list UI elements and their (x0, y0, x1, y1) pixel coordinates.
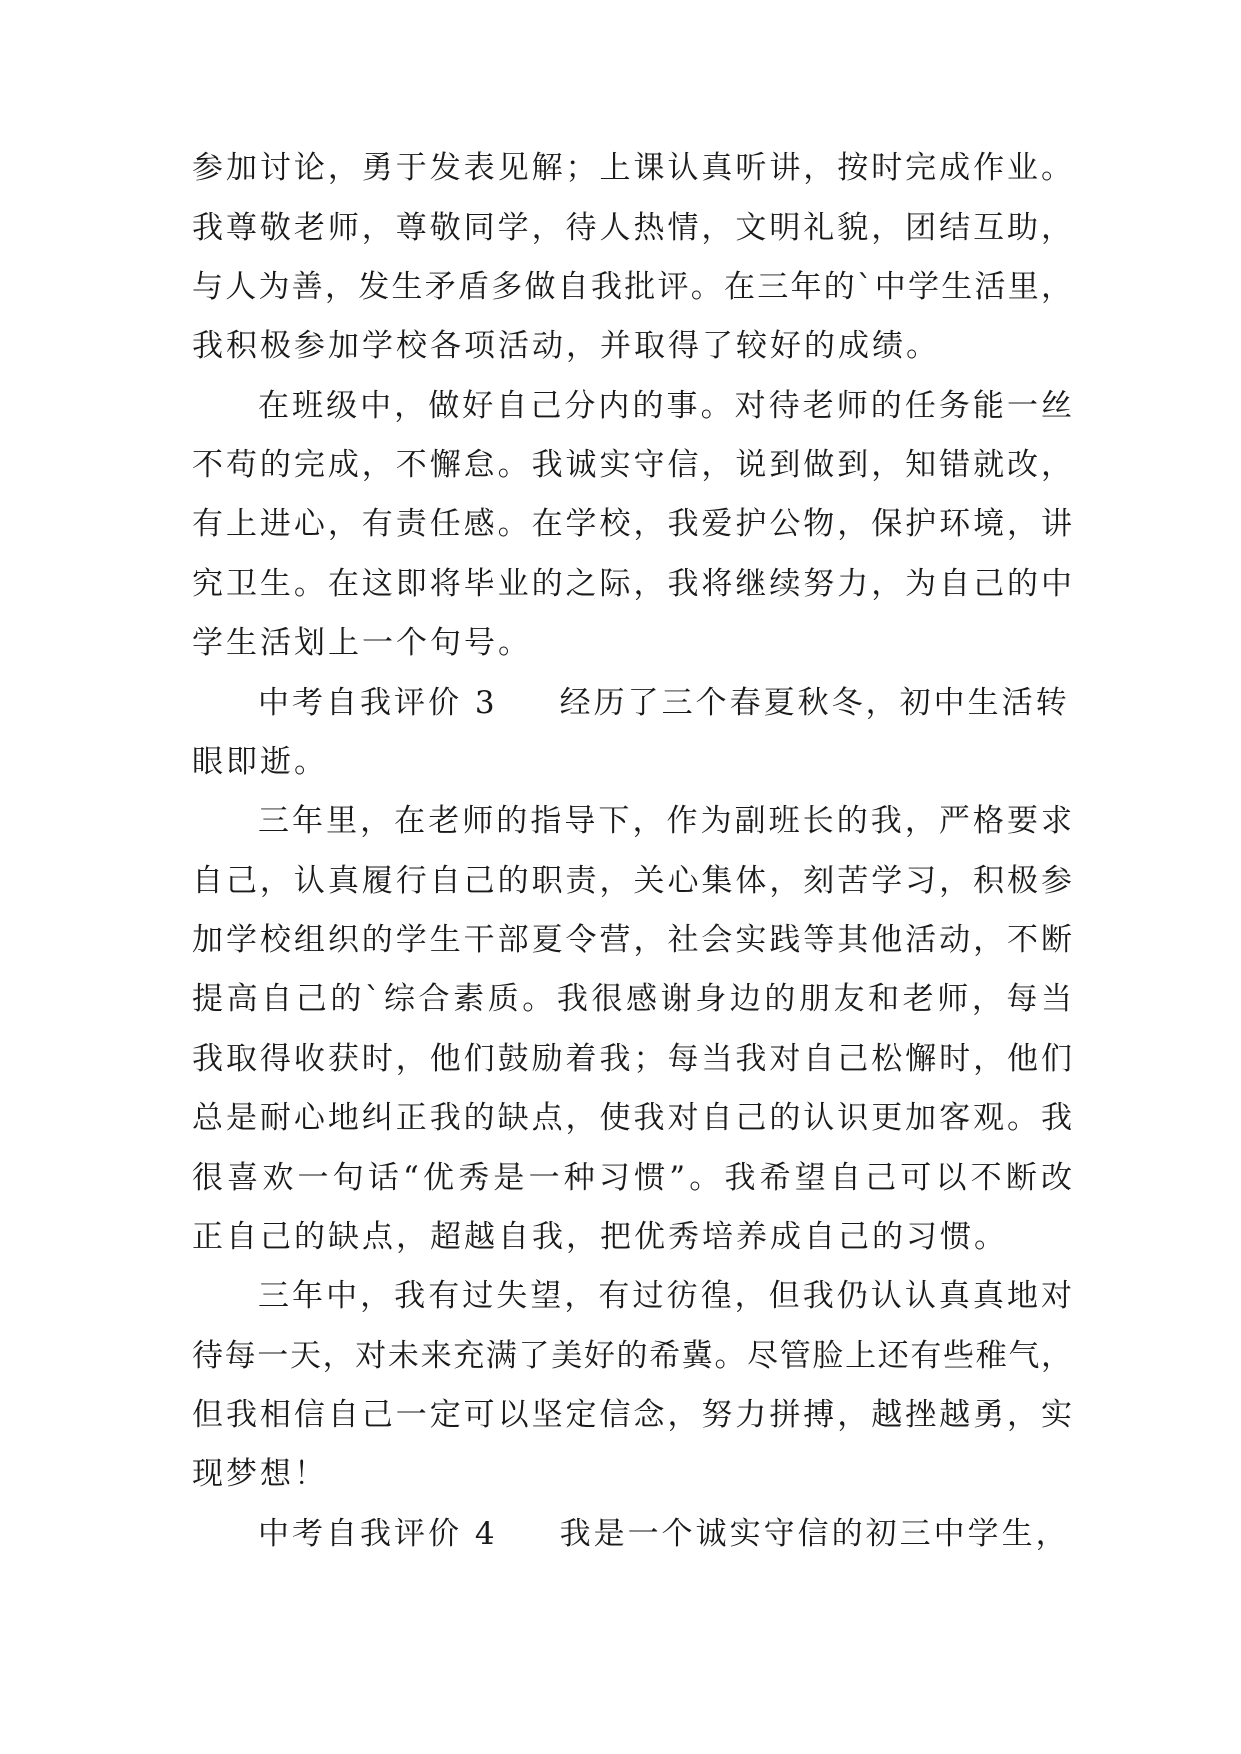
body-text-line: 我尊敬老师，尊敬同学，待人热情，文明礼貌，团结互助， (192, 210, 1072, 246)
body-text-line: 总是耐心地纠正我的缺点，使我对自己的认识更加客观。我 (192, 1100, 1072, 1136)
body-text-line: 有上进心，有责任感。在学校，我爱护公物，保护环境，讲 (192, 506, 1072, 542)
section-heading-4 (258, 1512, 1072, 1556)
body-text-line: 自己，认真履行自己的职责，关心集体，刻苦学习，积极参 (192, 863, 1072, 899)
body-text-line: 参加讨论，勇于发表见解；上课认真听讲，按时完成作业。 (192, 150, 1072, 186)
body-text-line: 现梦想！ (192, 1456, 328, 1492)
section-intro-text: 经历了三个春夏秋冬，初中生活转 (559, 685, 1070, 721)
paragraph-first-line: 三年里，在老师的指导下，作为副班长的我，严格要求 (258, 803, 1072, 839)
body-text-line: 我取得收获时，他们鼓励着我；每当我对自己松懈时，他们 (192, 1041, 1072, 1077)
body-text-line: 但我相信自己一定可以坚定信念，努力拼搏，越挫越勇，实 (192, 1397, 1072, 1433)
body-text-line: 不苟的完成，不懈怠。我诚实守信，说到做到，知错就改， (192, 447, 1072, 483)
body-text-line: 学生活划上一个句号。 (192, 625, 532, 661)
section-title: 中考自我评价 4 (258, 1516, 498, 1552)
body-text-line: 与人为善，发生矛盾多做自我批评。在三年的`中学生活里， (192, 269, 1072, 305)
section-heading-3 (258, 681, 1072, 725)
body-text-line: 加学校组织的学生干部夏令营，社会实践等其他活动，不断 (192, 922, 1072, 958)
section-title: 中考自我评价 3 (258, 685, 498, 721)
paragraph-first-line: 在班级中，做好自己分内的事。对待老师的任务能一丝 (258, 388, 1072, 424)
body-text-line: 正自己的缺点，超越自我，把优秀培养成自己的习惯。 (192, 1219, 1008, 1255)
body-text-line: 究卫生。在这即将毕业的之际，我将继续努力，为自己的中 (192, 566, 1072, 602)
body-text-line: 眼即逝。 (192, 744, 328, 780)
body-text-line: 很喜欢一句话“优秀是一种习惯”。我希望自己可以不断改 (192, 1160, 1072, 1196)
body-text-line: 待每一天，对未来充满了美好的希冀。尽管脸上还有些稚气， (192, 1338, 1072, 1374)
body-text-line: 我积极参加学校各项活动，并取得了较好的成绩。 (192, 328, 940, 364)
paragraph-first-line: 三年中，我有过失望，有过彷徨，但我仍认认真真地对 (258, 1278, 1072, 1314)
body-text-line: 提高自己的`综合素质。我很感谢身边的朋友和老师，每当 (192, 981, 1072, 1017)
section-intro-text: 我是一个诚实守信的初三中学生， (559, 1516, 1070, 1552)
